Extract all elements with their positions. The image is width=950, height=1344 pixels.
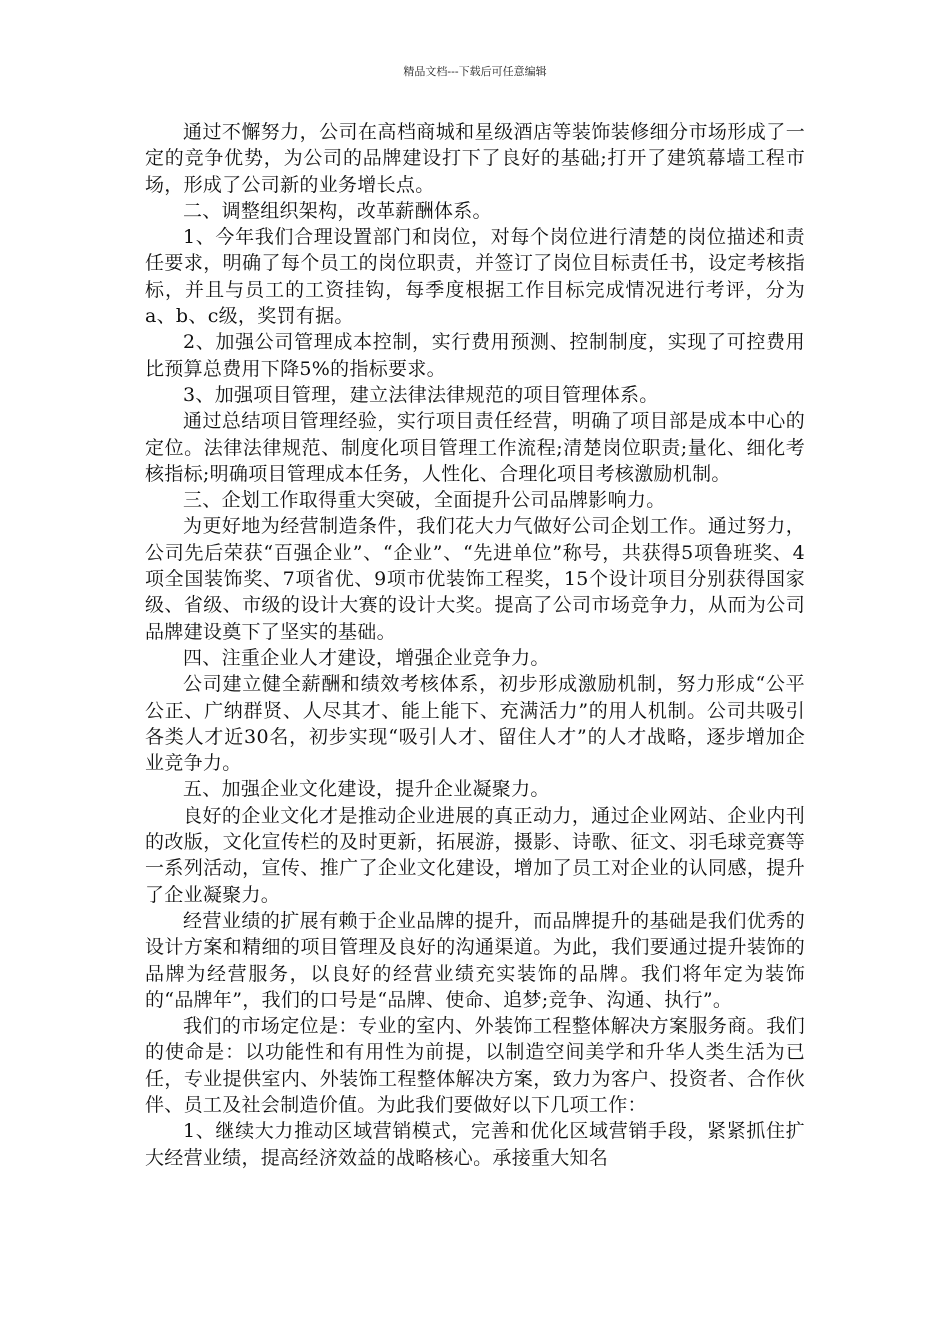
paragraph: 2、加强公司管理成本控制，实行费用预测、控制制度，实现了可控费用比预算总费用下降5%的指标要求。	[145, 331, 805, 380]
section-heading: 三、企划工作取得重大突破，全面提升公司品牌影响力。	[183, 489, 666, 512]
paragraph: 公司建立健全薪酬和绩效考核体系，初步形成激励机制，努力形成“公平公正、广纳群贤、人尽其才、能上能下、充满活力”的用人机制。公司共吸引各类人才近30名，初步实现“吸引人才、留住人才”的人才战略，逐步增加企业竞争力。	[145, 673, 805, 775]
paragraph: 1、今年我们合理设置部门和岗位，对每个岗位进行清楚的岗位描述和责任要求，明确了每个员工的岗位职责，并签订了岗位目标责任书，设定考核指标，并且与员工的工资挂钩，每季度根据工作目标完成情况进行考评，分为a、b、c级，奖罚有据。	[145, 226, 805, 328]
section-heading: 五、加强企业文化建设，提升企业凝聚力。	[183, 778, 550, 801]
paragraph: 通过总结项目管理经验，实行项目责任经营，明确了项目部是成本中心的定位。法律法律规范、制度化项目管理工作流程;清楚岗位职责;量化、细化考核指标;明确项目管理成本任务，人性化、合理化项目考核激励机制。	[145, 410, 805, 485]
paragraph: 为更好地为经营制造条件，我们花大力气做好公司企划工作。通过努力，公司先后荣获“百强企业”、“企业”、“先进单位”称号，共获得5项鲁班奖、4项全国装饰奖、7项省优、9项市优装饰工程奖，15个设计项目分别获得国家级、省级、市级的设计大赛的设计大奖。提高了公司市场竞争力，从而为公司品牌建设奠下了坚实的基础。	[145, 515, 805, 643]
page-header: 精品文档---下载后可任意编辑	[403, 65, 547, 78]
section-heading: 四、注重企业人才建设，增强企业竞争力。	[183, 646, 550, 669]
paragraph: 1、继续大力推动区域营销模式，完善和优化区域营销手段，紧紧抓住扩大经营业绩，提高经济效益的战略核心。承接重大知名	[145, 1120, 805, 1169]
section-heading: 二、调整组织架构，改革薪酬体系。	[183, 199, 492, 222]
paragraph: 良好的企业文化才是推动企业进展的真正动力，通过企业网站、企业内刊的改版，文化宣传栏的及时更新，拓展游，摄影、诗歌、征文、羽毛球竞赛等一系列活动，宣传、推广了企业文化建设，增加了员工对企业的认同感，提升了企业凝聚力。	[145, 804, 805, 906]
paragraph: 3、加强项目管理，建立法律法律规范的项目管理体系。	[183, 383, 659, 406]
paragraph: 经营业绩的扩展有赖于企业品牌的提升，而品牌提升的基础是我们优秀的设计方案和精细的项目管理及良好的沟通渠道。为此，我们要通过提升装饰的品牌为经营服务，以良好的经营业绩充实装饰的品牌。我们将年定为装饰的“品牌年”，我们的口号是“品牌、使命、追梦;竞争、沟通、执行”。	[145, 909, 805, 1011]
paragraph: 我们的市场定位是：专业的室内、外装饰工程整体解决方案服务商。我们的使命是：以功能性和有用性为前提，以制造空间美学和升华人类生活为已任，专业提供室内、外装饰工程整体解决方案，致力为客户、投资者、合作伙伴、员工及社会制造价值。为此我们要做好以下几项工作：	[145, 1015, 805, 1116]
paragraph: 通过不懈努力，公司在高档商城和星级酒店等装饰装修细分市场形成了一定的竞争优势，为公司的品牌建设打下了良好的基础;打开了建筑幕墙工程市场，形成了公司新的业务增长点。	[145, 121, 805, 196]
document-body	[145, 119, 805, 1171]
